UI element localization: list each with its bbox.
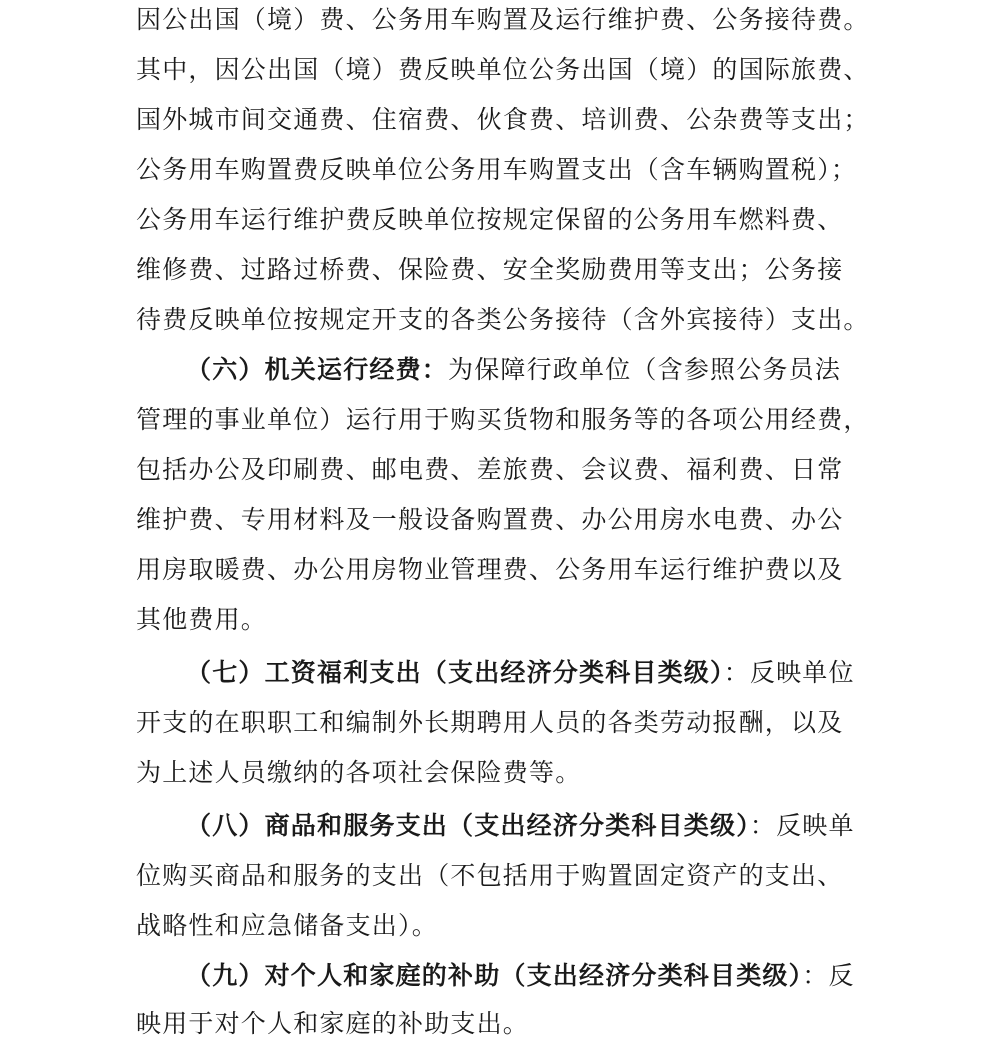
text-line: 维护费、专用材料及一般设备购置费、办公用房水电费、办公	[136, 505, 844, 534]
section-9-text: ：反	[802, 961, 855, 990]
section-7-text: ：反映单位	[723, 658, 855, 687]
text-line: 维修费、过路过桥费、保险费、安全奖励费用等支出；公务接	[136, 255, 844, 284]
section-6-text: 为保障行政单位（含参照公务员法	[448, 355, 842, 384]
text-line: 战略性和应急储备支出）。	[136, 911, 438, 940]
section-7-heading: （七）工资福利支出（支出经济分类科目类级）	[186, 658, 724, 687]
text-line: 因公出国（境）费、公务用车购置及运行维护费、公务接待费。	[136, 5, 870, 34]
text-line: 开支的在职职工和编制外长期聘用人员的各类劳动报酬，以及	[136, 708, 844, 737]
section-6-heading: （六）机关运行经费：	[186, 355, 449, 384]
text-line: 待费反映单位按规定开支的各类公务接待（含外宾接待）支出。	[136, 305, 870, 334]
text-line: 包括办公及印刷费、邮电费、差旅费、会议费、福利费、日常	[136, 455, 844, 484]
section-8-first-line	[186, 806, 855, 856]
text-line: 公务用车运行维护费反映单位按规定保留的公务用车燃料费、	[136, 205, 844, 234]
text-line: 公务用车购置费反映单位公务用车购置支出（含车辆购置税）；	[136, 155, 858, 184]
section-6-first-line	[186, 350, 841, 400]
text-line: 其中，因公出国（境）费反映单位公务出国（境）的国际旅费、	[136, 55, 870, 84]
text-line: 用房取暖费、办公用房物业管理费、公务用车运行维护费以及	[136, 555, 844, 584]
text-line: 其他费用。	[136, 605, 268, 634]
section-9-first-line	[186, 956, 855, 1006]
text-line: 为上述人员缴纳的各项社会保险费等。	[136, 758, 582, 787]
text-line: 管理的事业单位）运行用于购买货物和服务等的各项公用经费，	[136, 405, 870, 434]
section-7-first-line	[186, 653, 855, 703]
section-8-heading: （八）商品和服务支出（支出经济分类科目类级）	[186, 811, 750, 840]
text-line: 映用于对个人和家庭的补助支出。	[136, 1009, 530, 1038]
text-line: 国外城市间交通费、住宿费、伙食费、培训费、公杂费等支出；	[136, 105, 870, 134]
text-line: 位购买商品和服务的支出（不包括用于购置固定资产的支出、	[136, 861, 844, 890]
section-8-text: ：反映单	[749, 811, 855, 840]
section-9-heading: （九）对个人和家庭的补助（支出经济分类科目类级）	[186, 961, 803, 990]
